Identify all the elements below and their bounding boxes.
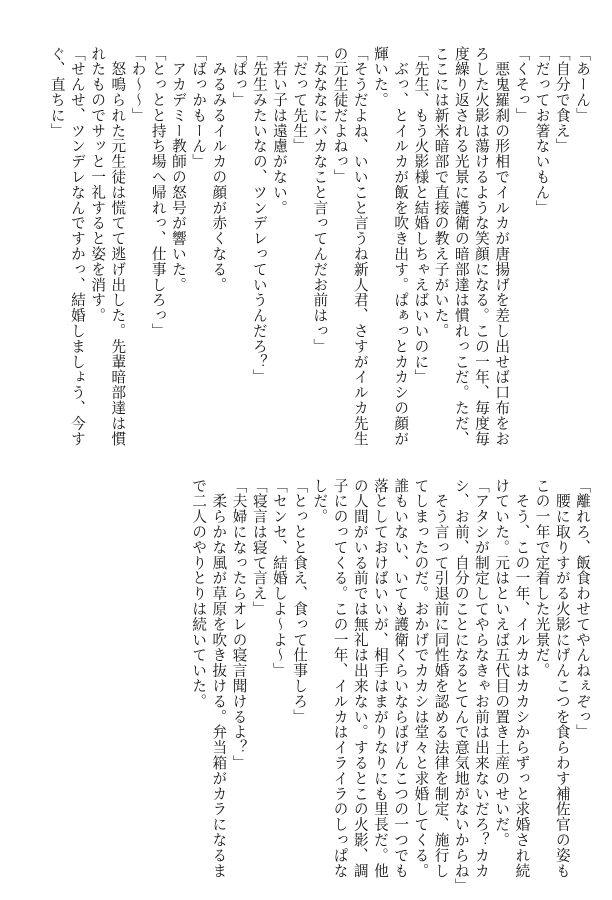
text-line: 「アタシが制定してやらなきゃお前は出来ないだろ？カカ — [472, 478, 490, 879]
text-line: 「とっとと食え、食って仕事しろ」 — [291, 478, 309, 725]
text-line: の元生徒だよねっ」 — [331, 46, 349, 185]
text-line: 「なななにバカなこと言ってんだお前はっ」 — [311, 46, 329, 354]
text-line: で二人のやりとりは続いていた。 — [190, 478, 208, 709]
text-line: 若い子は遠慮がない。 — [270, 46, 288, 216]
text-line: 子にのってくる。この一年、イルカはイライラのしっぱな — [331, 478, 349, 879]
text-line: 「夫婦になったらオレの寝言聞けるよ？」 — [230, 478, 248, 771]
text-line: ぐ、直ちに」 — [48, 46, 66, 139]
text-line: 「だって先生」 — [291, 46, 309, 154]
text-line: れたものでサッと一礼すると姿を消す。 — [89, 46, 107, 324]
text-line: の人間がいる前では無礼は出来ない。するとこの火影、調 — [351, 478, 369, 879]
text-line: けていた。元はといえば五代目の置き土産のせいだ。 — [493, 478, 511, 848]
text-line: てしまったのだ。おかげでカカシは堂々と求婚してくる。 — [412, 478, 430, 879]
text-line: 輝いた。 — [371, 46, 389, 108]
text-line: 柔らかな風が草原を吹き抜ける。弁当箱がカラになるま — [210, 478, 228, 879]
text-line: そう言って引退前に同性婚を認める法律を制定、施行し — [432, 478, 450, 879]
text-line: そう、この一年、イルカはカカシからずっと求婚され続 — [513, 478, 531, 879]
text-line: 「先生みたいなの、ツンデレっていうんだろ？」 — [250, 46, 268, 385]
text-line: 「先生、もう火影様と結婚しちゃえばいいのに」 — [412, 46, 430, 385]
text-line: 「ばっかもーん」 — [190, 46, 208, 170]
text-line: アカデミー教師の怒号が響いた。 — [169, 46, 187, 293]
text-line: 「ぱっ」 — [230, 46, 248, 108]
text-line: 「自分で食え」 — [553, 46, 571, 154]
text-line: ろした火影は蕩けるような笑顔になる。この一年、毎度毎 — [472, 46, 490, 447]
text-line: シ、お前、自分のことになるとてんで意気地がないからね」 — [452, 478, 470, 894]
text-line: 「せんせ、ツンデレなんですかっ、結婚しましょう、今す — [68, 46, 86, 447]
text-line: 「だってお箸ないもん」 — [533, 46, 551, 216]
text-line: 「寝言は寝て言え」 — [250, 478, 268, 617]
text-line: 誰もいない、いても護衛くらいならばげんこつの一つでも — [392, 478, 410, 879]
text-line: ぶっ、とイルカが飯を吹き出す。ぱぁっとカカシの顔が — [392, 46, 410, 447]
top-text-block — [47, 46, 592, 446]
text-line: 「とっとと持ち場へ帰れっ、仕事しろっ」 — [149, 46, 167, 339]
text-line: 度繰り返される光景に護衛の暗部達は慣れっこだ。ただ、 — [452, 46, 470, 447]
text-line: 悪鬼羅刹の形相でイルカが唐揚げを差し出せば口布をお — [493, 46, 511, 447]
text-line: 落としておけばいいが、相手はまがりなりにも里長だ。他 — [371, 478, 389, 879]
text-line: 「センセ、結婚しよ～よ～」 — [270, 478, 288, 679]
text-line: 「あーん」 — [574, 46, 591, 123]
text-line: しだ。 — [311, 478, 329, 525]
text-line: 「そうだよね、いいこと言うね新人君、さすがイルカ先生 — [351, 46, 369, 447]
text-line: 「くそっ」 — [513, 46, 531, 123]
text-line: この一年で定着した光景だ。 — [533, 478, 551, 679]
bottom-text-block — [188, 478, 592, 894]
text-line: 腰に取りすがる火影にげんこつを食らわす補佐官の姿も — [553, 478, 571, 879]
text-line: みるみるイルカの顔が赤くなる。 — [210, 46, 228, 293]
text-line: 「わ～～」 — [129, 46, 147, 123]
text-line: ここには新米暗部で直接の教え子がいた。 — [432, 46, 450, 339]
text-line: 「離れろ、飯食わせてやんねぇぞっ」 — [574, 478, 591, 740]
text-line: 怒鳴られた元生徒は慌てて逃げ出した。先輩暗部達は慣 — [109, 46, 127, 447]
